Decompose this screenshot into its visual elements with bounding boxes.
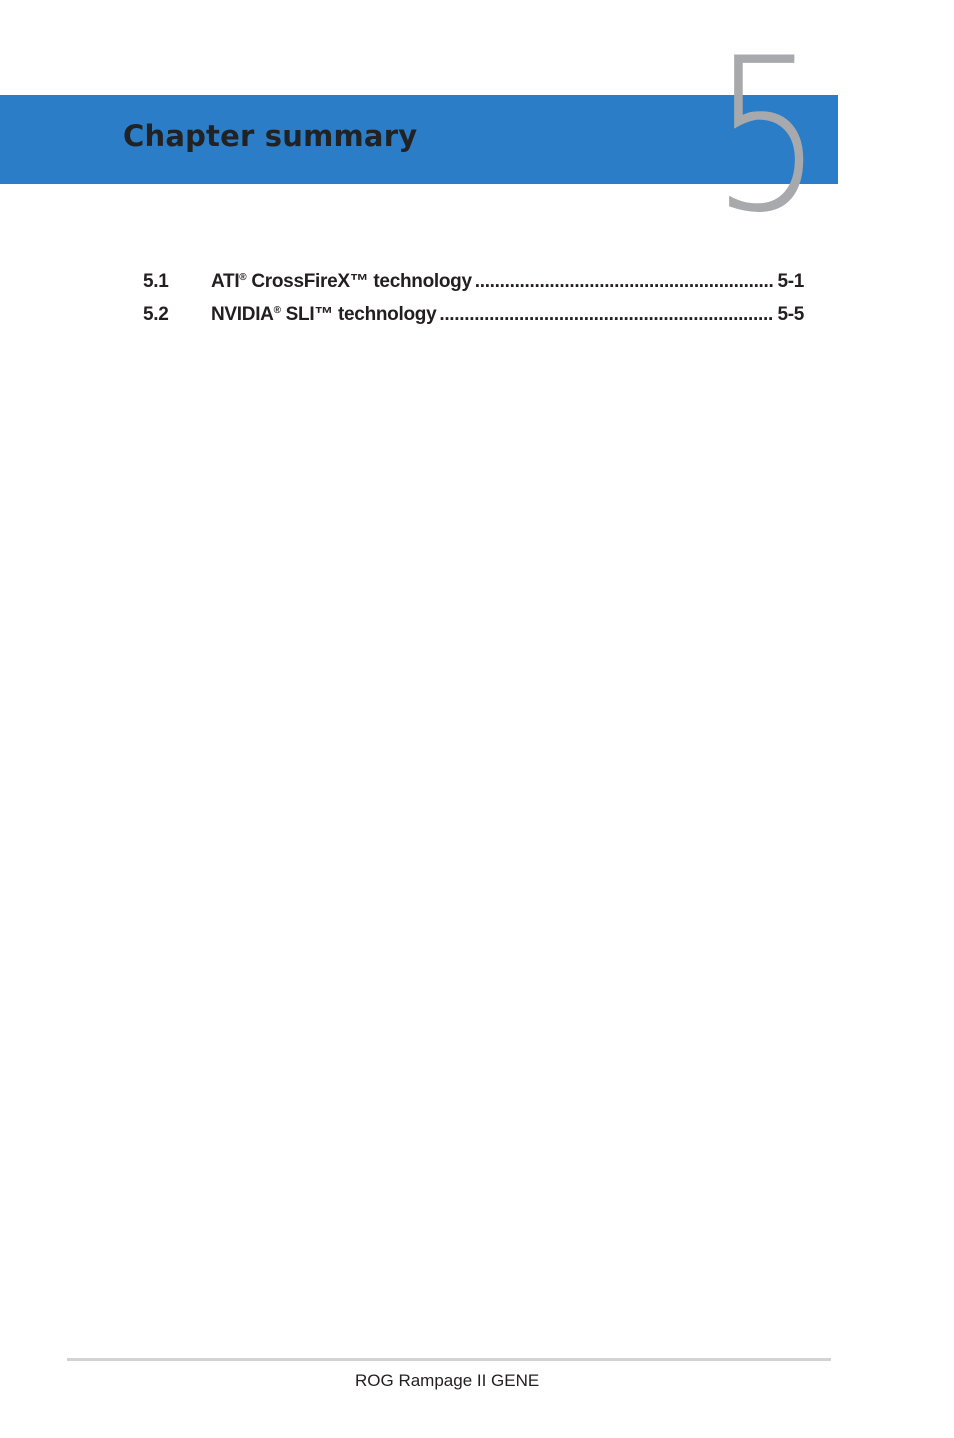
toc-entry-page: 5-5 [777, 304, 804, 325]
toc-entry-5-2[interactable] [143, 303, 804, 336]
toc-entry-number: 5.1 [143, 271, 169, 292]
toc-entry-5-1[interactable] [143, 270, 804, 303]
footer-divider [67, 1358, 831, 1361]
footer-product-name: ROG Rampage II GENE [355, 1371, 540, 1390]
toc-entry-title: ATI® CrossFireX™ technology [211, 271, 472, 292]
toc-dot-leader [475, 270, 775, 294]
toc-dot-leader [439, 303, 774, 327]
toc-entry-page: 5-1 [777, 271, 804, 292]
table-of-contents [143, 270, 804, 336]
toc-entry-title: NVIDIA® SLI™ technology [211, 304, 437, 325]
chapter-title: Chapter summary [123, 119, 418, 153]
toc-entry-number: 5.2 [143, 304, 169, 325]
chapter-number: 5 [712, 12, 823, 259]
